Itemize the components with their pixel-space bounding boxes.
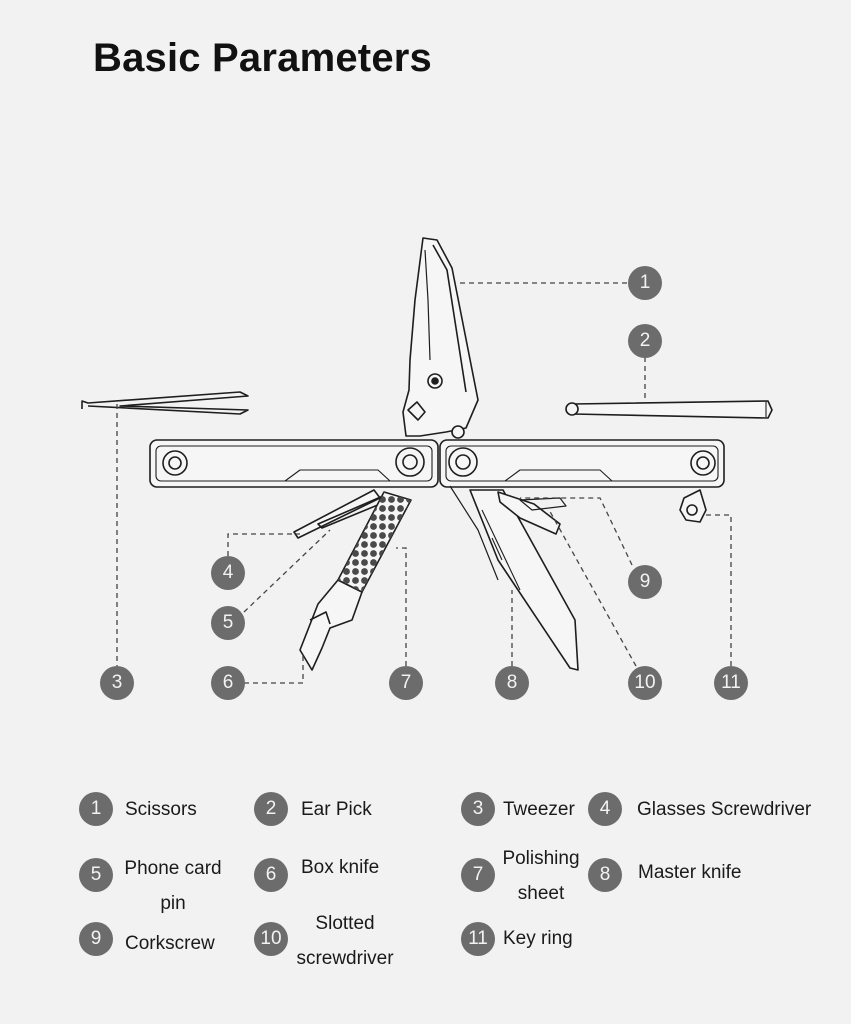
legend-label: Key ring <box>503 928 573 949</box>
leader-line-7 <box>396 548 406 666</box>
legend-badge: 6 <box>254 858 288 892</box>
legend-badge: 9 <box>79 922 113 956</box>
legend-badge: 11 <box>461 922 495 956</box>
leader-line-11 <box>706 515 731 666</box>
tweezer-shape <box>82 392 248 414</box>
left-handle <box>150 440 438 487</box>
callout-10: 10 <box>628 666 662 700</box>
callout-8: 8 <box>495 666 529 700</box>
leader-line-4 <box>228 534 300 556</box>
callout-3: 3 <box>100 666 134 700</box>
legend-label: Glasses Screwdriver <box>637 799 812 820</box>
legend-badge: 3 <box>461 792 495 826</box>
legend-label: Box knife <box>301 857 380 878</box>
box-knife-shape <box>300 580 362 670</box>
callout-6: 6 <box>211 666 245 700</box>
legend-label: Tweezer <box>503 799 575 820</box>
callout-2: 2 <box>628 324 662 358</box>
legend-badge: 2 <box>254 792 288 826</box>
legend-label: Corkscrew <box>125 933 215 954</box>
page-title: Basic Parameters <box>93 36 432 80</box>
callout-9: 9 <box>628 565 662 599</box>
legend-label: Slotted screwdriver <box>296 913 394 969</box>
legend-badge: 4 <box>588 792 622 826</box>
legend-badge: 7 <box>461 858 495 892</box>
legend-badge: 10 <box>254 922 288 956</box>
callout-11: 11 <box>714 666 748 700</box>
callout-7: 7 <box>389 666 423 700</box>
legend-label: Scissors <box>125 799 197 820</box>
legend-label: Phone card pin <box>124 858 222 914</box>
legend-label: Master knife <box>638 862 742 883</box>
callout-1: 1 <box>628 266 662 300</box>
callout-5: 5 <box>211 606 245 640</box>
legend-label: Polishing sheet <box>502 848 580 904</box>
legend-badge: 8 <box>588 858 622 892</box>
legend-label: Ear Pick <box>301 799 372 820</box>
callout-4: 4 <box>211 556 245 590</box>
legend-badge: 5 <box>79 858 113 892</box>
leader-line-6 <box>244 655 303 683</box>
legend-badge: 1 <box>79 792 113 826</box>
leader-line-5 <box>244 530 330 612</box>
right-handle <box>440 440 724 487</box>
ear-pick-shape <box>573 401 772 418</box>
